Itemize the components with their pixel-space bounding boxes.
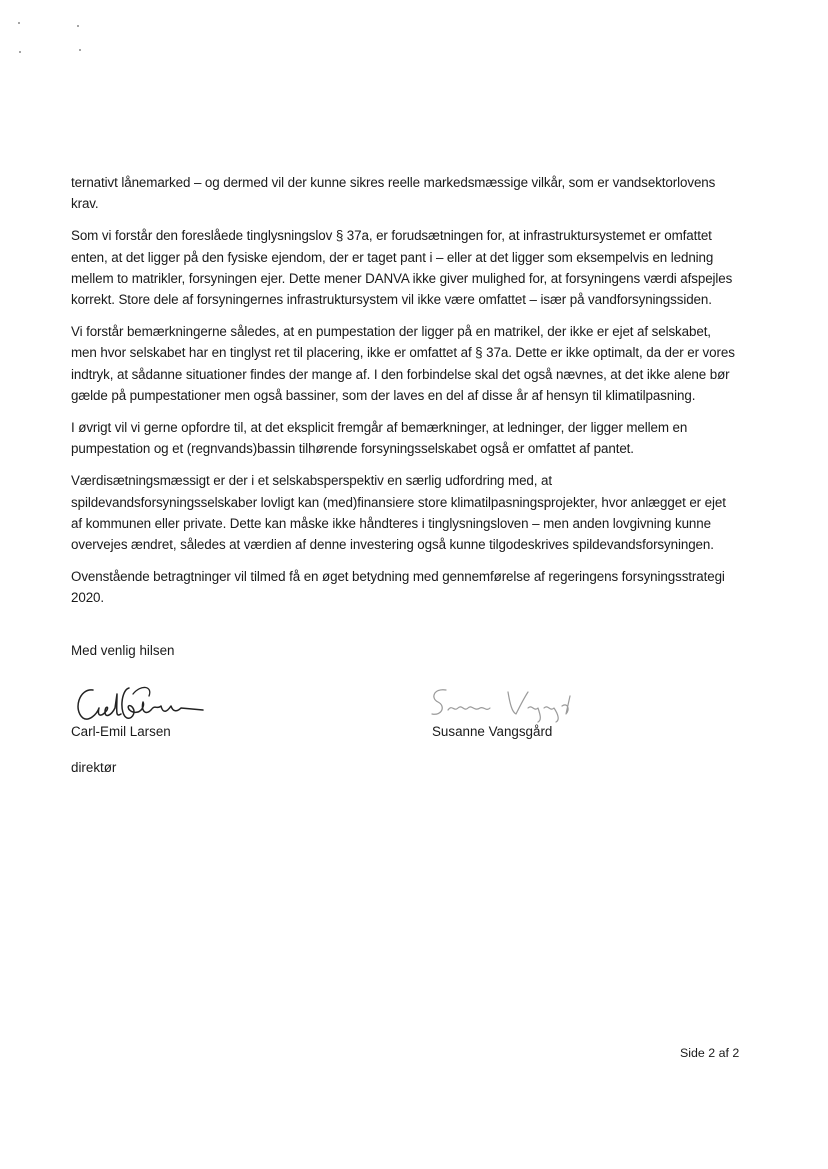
signatory-title-left: direktør — [71, 760, 117, 775]
paragraph: I øvrigt vil vi gerne opfordre til, at det eksplicit fremgår af bemærkninger, at ledninger, der ligger mellem en pumpestation og et (regnvands)bassin tilhørende forsyningsselskabet også er omfattet af pantet. — [71, 420, 688, 457]
paragraph: Værdisætningsmæssigt er der i et selskabsperspektiv en særlig udfordring med, at spildevandsforsyningsselskaber lovligt kan (med)finansiere store klimatilpasningsprojekter, hvor anlægget er ejet af kommunen eller private. Dette kan måske ikke håndteres i tinglysningsloven – men anden lovgivning kunne overvejes ændret, således at værdien af denne investering også kunne tilgodeskrives spildevandsforsyningen. — [71, 473, 726, 553]
signature-susanne-vangsgard — [424, 684, 574, 724]
paragraph: Som vi forstår den foreslåede tinglysningslov § 37a, er forudsætningen for, at infrastruktursystemet er omfattet enten, at det ligger på den fysiske ejendom, der er taget pant i – eller at det ligger som eksempelvis en ledning mellem to matrikler, forsyningen ejer. Dette mener DANVA ikke giver mulighed for, at forsyningens værdi afspejles korrekt. Store dele af forsyningernes infrastruktursystem vil ikke være omfattet – især på vandforsyningssiden. — [71, 228, 733, 308]
page-number: Side 2 af 2 — [680, 1046, 740, 1060]
paragraph: Ovenstående betragtninger vil tilmed få en øget betydning med gennemførelse af regeringens forsyningsstrategi 2020. — [71, 569, 725, 606]
signatory-name-right: Susanne Vangsgård — [432, 724, 553, 739]
paragraph: Vi forstår bemærkningerne således, at en pumpestation der ligger på en matrikel, der ikke er ejet af selskabet, men hvor selskabet har en tinglyst ret til placering, ikke er omfattet af § 37a. Dette er ikke optimalt, da der er vores indtryk, at sådanne situationer findes der mange af. I den forbindelse skal det også nævnes, at det ikke alene bør gælde på pumpestationer men også bassiner, som der laves en del af disse år af hensyn til klimatilpasning. — [71, 324, 735, 403]
letter-body — [71, 172, 739, 620]
signatory-name-left: Carl-Emil Larsen — [71, 724, 171, 739]
closing-salutation: Med venlig hilsen — [71, 643, 175, 658]
paragraph: ternativt lånemarked – og dermed vil der kunne sikres reelle markedsmæssige vilkår, som er vandsektorlovens krav. — [71, 175, 716, 212]
